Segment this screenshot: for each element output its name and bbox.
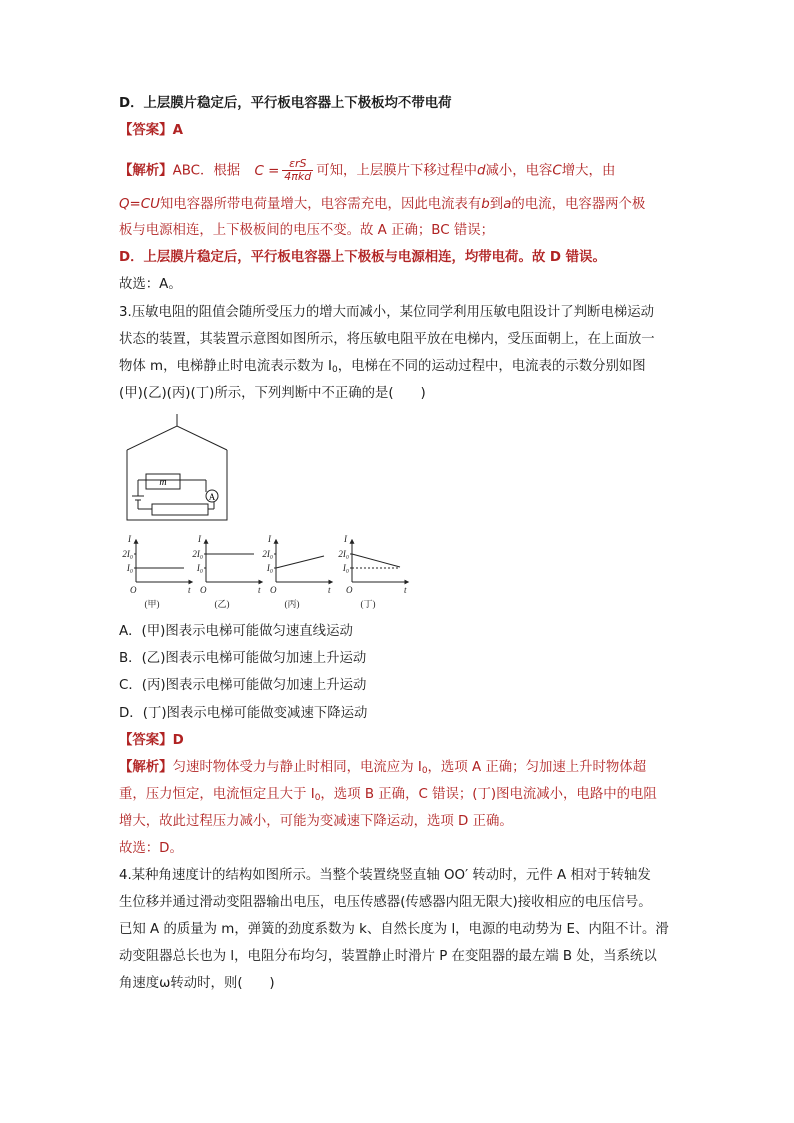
tick-label-2i0: 2I₀ [338,549,349,559]
graph-caption: (丁) [360,599,376,609]
graph-caption: (乙) [214,599,230,609]
axis-label-t: t [328,585,331,595]
analysis-text: 知电容器所带电荷量增大，电容需充电，因此电流表有 [159,197,482,212]
origin-label: O [200,585,207,595]
q3-answer [119,732,689,750]
axis-label-t: t [258,585,261,595]
analysis-tag: 【解析】 [119,760,173,775]
var-b: b [481,197,490,212]
current-line [276,556,324,568]
formula-lhs: C = [254,163,280,179]
q2-option-d: D．上层膜片稳定后，平行板电容器上下极板均不带电荷 [119,96,452,111]
q3-stem-line-3 [119,358,689,379]
answer-value: A [172,123,183,138]
q4-stem-line-3: 已知 A 的质量为 m，弹簧的劲度系数为 k、自然长度为 l，电源的电动势为 E、内阻不计。滑 [119,922,669,937]
tick-label-i0: I₀ [196,563,203,573]
ammeter-label: A [208,492,216,502]
q4-stem-line-4: 动变阻器总长也为 l，电阻分布均匀，装置静止时滑片 P 在变阻器的最左端 B 处，当系统以 [119,949,657,964]
axis-label-t: t [404,585,407,595]
answer-tag: 【答案】 [119,733,173,748]
axis-label-i: I [198,534,201,544]
formula-denominator: 4πkd [284,170,312,183]
tick-label-i0: I₀ [126,563,133,573]
tick-label-2i0: 2I₀ [262,549,273,559]
analysis-text: 可知，上层膜片下移过程中 [316,163,477,179]
analysis-text: 匀速时物体受力与静止时相同，电流应为 I [172,760,422,775]
axis-label-i: I [344,534,347,544]
q2-analysis-line-4: D．上层膜片稳定后，平行板电容器上下极板与电源相连，均带电荷。故 D 错误。 [119,250,606,265]
origin-label: O [346,585,353,595]
q4-stem-line-2: 生位移并通过滑动变阻器输出电压，电压传感器(传感器内阻无限大)接收相应的电压信号。 [119,895,652,910]
tick-label-i0: I₀ [342,563,349,573]
q3-analysis-line-2 [119,786,689,807]
var-c: C [552,163,562,179]
q4-stem-line-1: 4.某种角速度计的结构如图所示。当整个装置绕竖直轴 OO′ 转动时，元件 A 相对于转轴发 [119,868,651,883]
analysis-text: 增大，由 [561,163,616,179]
answer-value: D [172,733,184,748]
q3-stem-line-4: (甲)(乙)(丙)(丁)所示，下列判断中不正确的是( ) [119,386,426,401]
q3-conclusion: 故选：D。 [119,841,183,856]
analysis-text: ，选项 B 正确，C 错误；(丁)图电流减小，电路中的电阻 [320,787,657,802]
q2-analysis-line-2 [119,196,689,214]
capacitance-formula [282,158,313,183]
q3-option-a: A．(甲)图表示电梯可能做匀速直线运动 [119,624,353,639]
q2-answer [119,122,689,140]
axis-label-t: t [188,585,191,595]
formula-numerator: εrS [289,157,307,170]
axis-label-i: I [268,534,271,544]
origin-label: O [130,585,137,595]
stem-text: 物体 m，电梯静止时电流表示数为 I [119,359,332,374]
current-time-graphs [116,534,426,614]
formula-q-cu: Q=CU [119,197,160,212]
q3-analysis-line-1 [119,759,689,780]
q3-option-b: B．(乙)图表示电梯可能做匀加速上升运动 [119,651,367,666]
mass-label: m [159,477,167,488]
q3-stem-line-1: 3.压敏电阻的阻值会随所受压力的增大而减小，某位同学利用压敏电阻设计了判断电梯运动 [119,305,655,320]
answer-tag: 【答案】 [119,123,173,138]
analysis-text: 到 [489,197,504,212]
analysis-text: 重，压力恒定，电流恒定且大于 I [119,787,315,802]
q2-analysis-line-3: 板与电源相连，上下极板间的电压不变。故 A 正确；BC 错误； [119,223,494,238]
subscript: 0 [421,766,428,776]
analysis-tag: 【解析】 [119,163,173,179]
q4-stem-line-5: 角速度ω转动时，则( ) [119,976,275,991]
analysis-text: ABC．根据 [172,163,241,179]
axis-label-i: I [128,534,131,544]
elevator-circuit-figure [118,412,238,524]
q3-analysis-line-3: 增大，故此过程压力减小，可能为变减速下降运动，选项 D 正确。 [119,814,513,829]
origin-label: O [270,585,277,595]
q3-stem-line-2: 状态的装置，其装置示意图如图所示，将压敏电阻平放在电梯内，受压面朝上，在上面放一 [119,332,655,347]
tick-label-2i0: 2I₀ [192,549,203,559]
analysis-text: 的电流，电容器两个极 [511,197,646,212]
var-a: a [503,197,512,212]
analysis-text: ，选项 A 正确；匀加速上升时物体超 [427,760,647,775]
graph-caption: (丙) [284,599,300,609]
subscript: 0 [331,365,338,375]
q3-option-d: D．(丁)图表示电梯可能做变减速下降运动 [119,706,368,721]
tick-label-i0: I₀ [266,563,273,573]
stem-text: ，电梯在不同的运动过程中，电流表的示数分别如图 [337,359,646,374]
q3-option-c: C．(丙)图表示电梯可能做匀加速上升运动 [119,678,367,693]
tick-label-2i0: 2I₀ [122,549,133,559]
q2-conclusion: 故选：A。 [119,277,182,292]
graph-caption: (甲) [144,599,160,609]
analysis-text: 减小，电容 [485,163,553,179]
var-d: d [476,163,486,179]
current-line [352,554,400,567]
subscript: 0 [314,793,321,803]
q2-analysis-line-1 [119,158,689,183]
